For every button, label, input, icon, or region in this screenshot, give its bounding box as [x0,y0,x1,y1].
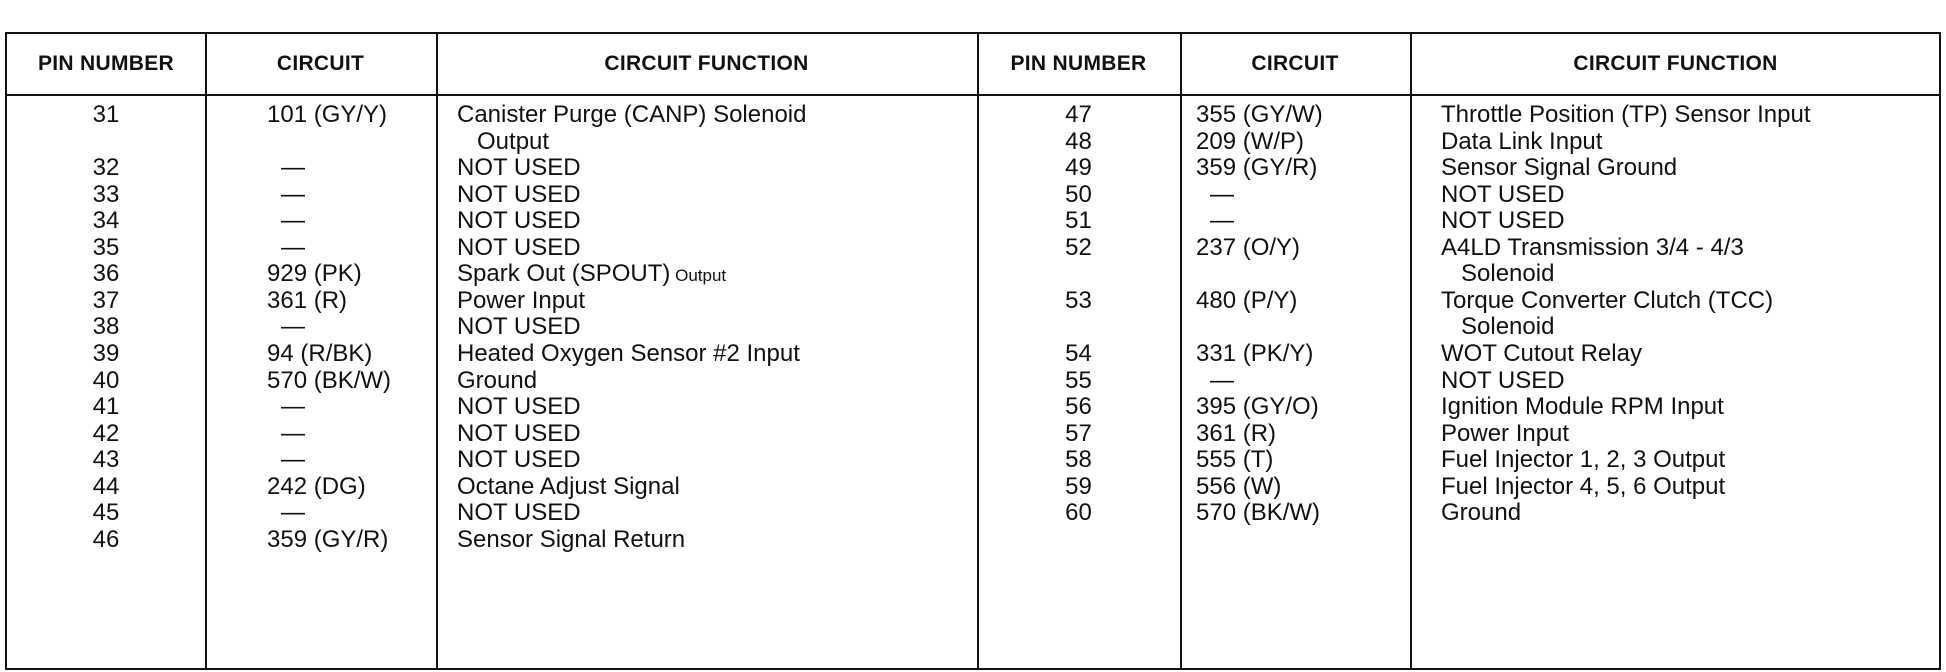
pin-number: 33 [92,180,120,208]
column-divider [1410,34,1412,668]
header-pin-number-right: PIN NUMBER [1010,52,1147,75]
pin-number: 43 [92,446,120,474]
circuit-function: Canister Purge (CANP) Solenoid [457,101,807,128]
pin-number: 52 [1065,233,1092,261]
circuit-function: NOT USED [457,180,581,208]
circuit-code: 570 (BK/W) [267,366,392,394]
pin-number: 35 [92,233,120,261]
circuit-code: 555 (T) [1196,446,1274,474]
pin-number: 32 [92,154,120,182]
pin-number: 55 [1065,366,1092,394]
circuit-code: — [281,154,305,182]
circuit-function: NOT USED [457,419,581,447]
circuit-code: 101 (GY/Y) [267,101,388,128]
column-divider [436,34,438,668]
circuit-function: NOT USED [457,393,581,421]
circuit-code: — [281,313,305,341]
circuit-code: — [281,207,305,235]
circuit-code: 361 (R) [267,286,348,314]
circuit-function: Heated Oxygen Sensor #2 Input [457,339,800,367]
circuit-function: WOT Cutout Relay [1441,339,1642,367]
pin-number: 58 [1065,446,1092,474]
circuit-function: Power Input [457,286,586,314]
circuit-code: 242 (DG) [267,472,366,500]
circuit-code: — [1210,207,1234,235]
circuit-function: Sensor Signal Ground [1441,154,1678,182]
header-pin-number-left: PIN NUMBER [37,52,174,75]
function-suffix: Output [670,266,727,286]
pin-number: 37 [92,286,120,314]
pin-number: 31 [92,101,120,128]
circuit-code: — [1210,366,1234,394]
pin-number: 47 [1065,101,1092,128]
header-circuit-function-right: CIRCUIT FUNCTION [1573,52,1778,75]
circuit-function: NOT USED [1441,366,1565,394]
pin-number: 59 [1065,472,1092,500]
pin-number: 34 [92,207,120,235]
circuit-code: — [281,393,305,421]
circuit-code: 361 (R) [1196,419,1277,447]
header-divider [7,94,1939,96]
circuit-code: 395 (GY/O) [1196,393,1319,421]
circuit-code: 94 (R/BK) [267,339,373,367]
header-circuit-function-left: CIRCUIT FUNCTION [604,52,809,75]
column-divider [205,34,207,668]
pin-number: 46 [92,525,120,553]
circuit-code: — [281,233,305,261]
circuit-function: Ground [457,366,538,394]
pin-number: 44 [92,472,120,500]
circuit-code: — [281,180,305,208]
circuit-function: NOT USED [1441,207,1565,235]
circuit-function: NOT USED [457,446,581,474]
pin-number: 60 [1065,499,1092,527]
circuit-function: Power Input [1441,419,1570,447]
circuit-code: — [1210,180,1234,208]
circuit-function: Octane Adjust Signal [457,472,680,500]
circuit-function: Sensor Signal Return [457,525,686,553]
pin-number: 45 [92,499,120,527]
pin-number: 48 [1065,127,1092,155]
pin-number: 42 [92,419,120,447]
circuit-function: NOT USED [457,207,581,235]
circuit-function: Ground [1441,499,1522,527]
circuit-function: Data Link Input [1441,127,1603,155]
circuit-function: Fuel Injector 4, 5, 6 Output [1441,472,1726,500]
circuit-code: 570 (BK/W) [1196,499,1321,527]
circuit-code: — [281,419,305,447]
circuit-function: NOT USED [457,313,581,341]
pin-number: 50 [1065,180,1092,208]
circuit-function: NOT USED [457,233,581,261]
circuit-code: 359 (GY/R) [267,525,389,553]
pin-number: 57 [1065,419,1092,447]
circuit-function: Solenoid [1441,260,1555,288]
circuit-code: — [281,446,305,474]
circuit-code: 929 (PK) [267,260,362,288]
circuit-function: NOT USED [457,154,581,182]
circuit-code: 355 (GY/W) [1196,101,1323,128]
circuit-function: A4LD Transmission 3/4 - 4/3 [1441,233,1744,261]
circuit-function: Output [457,127,550,155]
pin-number: 39 [92,339,120,367]
circuit-function: Fuel Injector 1, 2, 3 Output [1441,446,1726,474]
pin-number: 36 [92,260,120,288]
pin-number: 41 [92,393,120,421]
circuit-code: — [281,499,305,527]
circuit-function: Ignition Module RPM Input [1441,393,1724,421]
circuit-function: NOT USED [457,499,581,527]
circuit-code: 237 (O/Y) [1196,233,1301,261]
pin-number: 53 [1065,286,1092,314]
circuit-function: NOT USED [1441,180,1565,208]
circuit-function: Spark Out (SPOUT) Output [457,260,727,288]
circuit-code: 480 (P/Y) [1196,286,1298,314]
column-divider [1180,34,1182,668]
circuit-function: Solenoid [1441,313,1555,341]
pin-number: 56 [1065,393,1092,421]
header-circuit-left: CIRCUIT [276,52,365,75]
circuit-code: 209 (W/P) [1196,127,1305,155]
circuit-function: Torque Converter Clutch (TCC) [1441,286,1774,314]
pin-table [5,32,1941,670]
circuit-function: Throttle Position (TP) Sensor Input [1441,101,1811,128]
circuit-code: 359 (GY/R) [1196,154,1318,182]
pin-number: 51 [1065,207,1092,235]
circuit-code: 556 (W) [1196,472,1282,500]
circuit-code: 331 (PK/Y) [1196,339,1314,367]
header-circuit-right: CIRCUIT [1251,52,1339,75]
pin-number: 49 [1065,154,1092,182]
pin-number: 40 [92,366,120,394]
pin-number: 38 [92,313,120,341]
pin-number: 54 [1065,339,1092,367]
